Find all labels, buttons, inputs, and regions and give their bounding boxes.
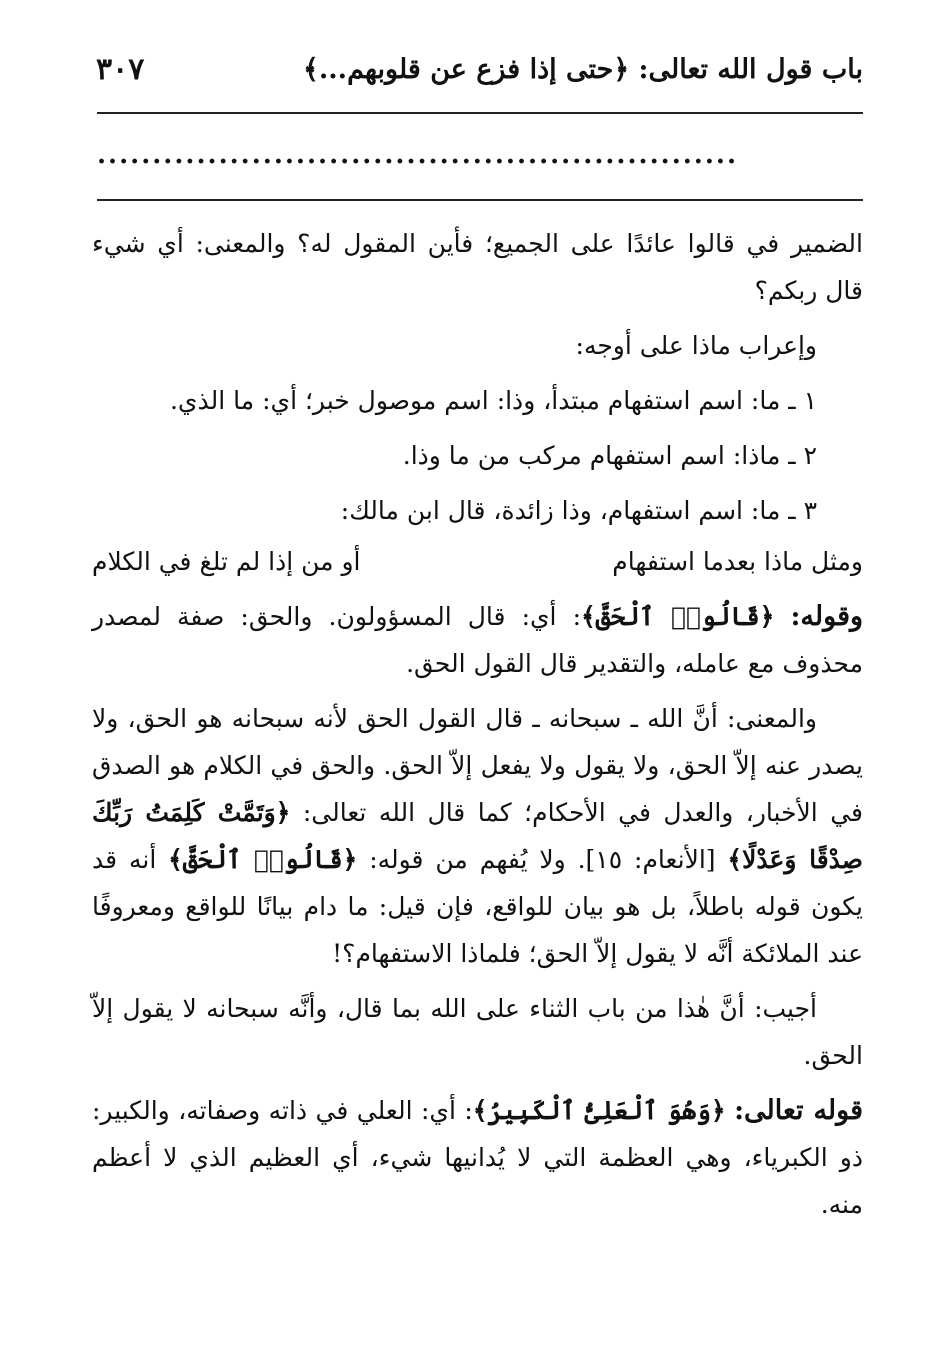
paragraph-3: ١ ـ ما: اسم استفهام مبتدأ، وذا: اسم موصول خبر؛ أي: ما الذي. (169, 386, 817, 415)
quran-quote: ﴿قَالُوا۟ ٱلْحَقَّ﴾ (581, 602, 775, 631)
paragraph-6 (92, 593, 863, 687)
section-rule (97, 199, 863, 201)
paragraph-1: الضمير في قالوا عائدًا على الجميع؛ فأين المقول له؟ والمعنى: أي شيء قال ربكم؟ (92, 229, 863, 305)
verse-second-hemistich: أو من إذا لم تلغ في الكلام (92, 547, 361, 576)
paragraph-7-text-c: أنه قد يكون قوله باطلاً، بل هو بيان للواقع، فإن قيل: ما دام بيانًا للواقع ومعروفًا عند الملائكة أنَّه لا يقول إلاّ الحق؛ فلماذا الاستفهام؟! (92, 845, 863, 968)
body-text (92, 220, 863, 1228)
paragraph-4: ٢ ـ ماذا: اسم استفهام مركب من ما وذا. (402, 441, 817, 470)
paragraph-6-lead: وقوله: (790, 601, 864, 632)
paragraph-7 (92, 695, 863, 977)
quran-quote: ﴿وَتَمَّتْ كَلِمَتُ رَبِّكَ صِدْقًا وَعَدْلًا﴾ (92, 798, 864, 874)
chapter-title: باب قول الله تعالى: ﴿حتى إذا فزع عن قلوبهم...﴾ (303, 54, 863, 85)
verse-first-hemistich: ومثل ماذا بعدما استفهام (612, 547, 863, 576)
paragraph-9 (92, 1087, 863, 1228)
poetry-verse (92, 538, 863, 585)
paragraph-5: ٣ ـ ما: اسم استفهام، وذا زائدة، قال ابن مالك: (340, 496, 817, 525)
paragraph-7-text-a: والمعنى: أنَّ الله ـ سبحانه ـ قال القول الحق لأنه سبحانه هو الحق، ولا يصدر عنه إلاّ الحق، ولا يقول ولا يفعل إلاّ الحق. والحق في الكلام هو الصدق في الأخبار، والعدل في الأحكام؛ كما قال الله تعالى: (92, 704, 863, 827)
quran-quote: ﴿قَالُوا۟ ٱلْحَقَّ﴾ (168, 845, 358, 874)
header-rule (97, 112, 863, 114)
quran-quote: ﴿وَهُوَ ٱلْعَلِىُّ ٱلْكَبِيرُ﴾ (472, 1096, 726, 1125)
paragraph-9-lead: قوله تعالى: (734, 1095, 864, 1126)
page-header (90, 48, 863, 92)
paragraph-8: أجيب: أنَّ هٰذا من باب الثناء على الله بما قال، وأنَّه سبحانه لا يقول إلاّ الحق. (92, 994, 863, 1070)
page-number: ٣٠٧ (96, 52, 145, 87)
dotted-separator: .......................................................... (97, 140, 739, 170)
paragraph-9-text: : أي: العلي في ذاته وصفاته، والكبير: ذو الكبرياء، وهي العظمة التي لا يُدانيها شيء، أي العظيم الذي لا أعظم منه. (92, 1096, 863, 1219)
paragraph-6-text: : أي: قال المسؤولون. والحق: صفة لمصدر محذوف مع عامله، والتقدير قال القول الحق. (92, 602, 863, 678)
paragraph-2: وإعراب ماذا على أوجه: (575, 331, 817, 360)
paragraph-7-text-b: [الأنعام: ١٥]. ولا يُفهم من قوله: (369, 845, 716, 874)
